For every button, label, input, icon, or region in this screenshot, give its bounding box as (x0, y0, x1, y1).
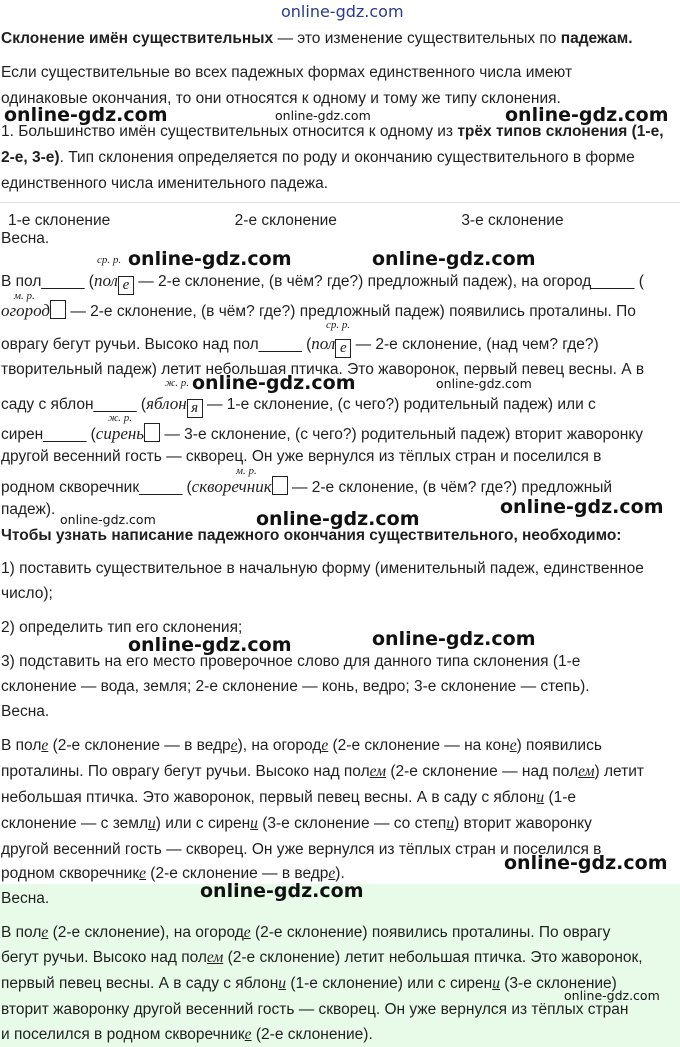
answer-line-5: и поселился в родном скворечнике (2-е склонение). (1, 1026, 373, 1043)
rule-step-1a: 1) поставить существительное в начальную форму (именительный падеж, единственное (1, 560, 644, 577)
check-line-6: родном скворечнике (2-е склонение — в ведре). (1, 865, 345, 882)
watermark: online-gdz.com (564, 988, 660, 1003)
check-line-5: другой весенний гость — скворец. Он уже вернулся из тёплых стран и поселился в (1, 841, 602, 858)
rule-step-1b: число); (1, 585, 53, 602)
watermark: online-gdz.com (500, 496, 664, 518)
watermark: online-gdz.com (128, 248, 292, 270)
ending-box-empty (50, 300, 66, 319)
intro-line-1: Склонение имён существительных — это изменение существительных по падежам. (1, 30, 633, 47)
rule-step-3a: 3) подставить на его место проверочное слово для данного типа склонения (1-е (1, 653, 581, 670)
watermark: online-gdz.com (60, 512, 156, 527)
exercise-line-8: родном скворечник_____ (скворечник — 2-е склонение, (в чём? где?) предложный (1, 477, 613, 496)
exercise-line-2: огород — 2-е склонение, (в чём? где?) предложный падеж) появились проталины. По (1, 301, 636, 320)
answer-title: Весна. (1, 890, 50, 907)
watermark: online-gdz.com (192, 372, 356, 394)
intro-line-6: единственного числа именительного падежа. (1, 175, 329, 192)
check-title: Весна. (1, 703, 50, 720)
check-line-1: В поле (2-е склонение — в ведре), на огороде (2-е склонение — на коне) появились (1, 737, 602, 754)
answer-line-1: В поле (2-е склонение), на огороде (2-е склонение) появились проталины. По оврагу (1, 924, 611, 941)
ending-box: е (118, 276, 134, 295)
check-line-3: небольшая птичка. Это жаворонок, первый певец весны. А в саду с яблони (1-е (1, 789, 577, 806)
watermark: online-gdz.com (436, 376, 532, 391)
watermark-top: online-gdz.com (281, 2, 404, 21)
answer-line-3: первый певец весны. А в саду с яблони (1-е склонение) или с сирени (3-е склонение) (1, 975, 617, 992)
table-header-cell: 2-е склонение (227, 203, 454, 234)
declension-table (0, 202, 680, 233)
exercise-line-4: творительный падеж) летит небольшая птичка. Это жаворонок, первый певец весны. А в (1, 361, 645, 378)
exercise-line-7: другой весенний гость — скворец. Он уже вернулся из тёплых стран и поселился в (1, 448, 602, 465)
watermark: online-gdz.com (372, 628, 536, 650)
ending-box: я (187, 399, 203, 418)
exercise-title: Весна. (1, 230, 50, 247)
watermark: online-gdz.com (275, 108, 371, 123)
exercise-line-9: падеж). (1, 501, 56, 518)
gender-mark: ср. р. (97, 254, 122, 266)
intro-line-3: одинаковые окончания, то они относятся к одному и тому же типу склонения. (1, 90, 561, 107)
watermark: online-gdz.com (256, 508, 420, 530)
check-line-4: склонение — с земли) или с сирени (3-е склонение — со степи) вторит жаворонку (1, 815, 592, 832)
gender-mark: ж. р. (108, 412, 132, 424)
watermark: online-gdz.com (4, 104, 168, 126)
watermark: online-gdz.com (128, 634, 292, 656)
ending-box: е (335, 339, 351, 358)
ending-box-empty (144, 423, 160, 442)
check-line-2: проталины. По оврагу бегут ручьи. Высоко над полем (2-е склонение — над полем) летит (1, 763, 645, 780)
intro-line-4: 1. Большинство имён существительных относится к одному из трёх типов склонения (1-е, (1, 123, 664, 140)
ending-box-empty (272, 476, 288, 495)
rule-step-2: 2) определить тип его склонения; (1, 619, 243, 636)
exercise-line-5: саду с яблон_____ (яблон я — 1-е склонение, (с чего?) родительный падеж) или с (1, 394, 596, 416)
rule-step-3b: склонение — вода, земля; 2-е склонение — конь, ведро; 3-е склонение — степь). (1, 678, 590, 695)
table-header-cell: 3-е склонение (453, 203, 680, 234)
answer-line-2: бегут ручьи. Высоко над полем (2-е склонение) летит небольшая птичка. Это жаворонок, (1, 949, 643, 966)
watermark: online-gdz.com (200, 880, 364, 902)
watermark: online-gdz.com (372, 248, 536, 270)
rule-title: Чтобы узнать написание падежного окончания существительного, необходимо: (1, 527, 622, 544)
exercise-line-3: оврагу бегут ручьи. Высоко над пол_____ (пол е — 2-е склонение, (над чем? где?) (1, 334, 599, 356)
gender-mark: ж. р. (165, 377, 189, 389)
watermark: online-gdz.com (504, 852, 668, 874)
gender-mark: м. р. (236, 465, 257, 477)
gender-mark: ср. р. (326, 319, 351, 331)
exercise-line-1: В пол_____ (пол е — 2-е склонение, (в чём? где?) предложный падеж), на огород_____ ( (1, 271, 644, 293)
exercise-line-6: сирен_____ (сирень — 3-е склонение, (с чего?) родительный падеж) вторит жаворонку (1, 424, 644, 443)
gender-mark: м. р. (14, 290, 35, 302)
table-header-cell: 1-е склонение (0, 203, 227, 234)
intro-line-2: Если существительные во всех падежных формах единственного числа имеют (1, 64, 573, 81)
watermark: online-gdz.com (505, 104, 669, 126)
answer-line-4: вторит жаворонку другой весенний гость — скворец. Он уже вернулся из тёплых стран (1, 1001, 629, 1018)
intro-line-5: 2-е, 3-е). Тип склонения определяется по роду и окончанию существительного в форме (1, 149, 635, 166)
